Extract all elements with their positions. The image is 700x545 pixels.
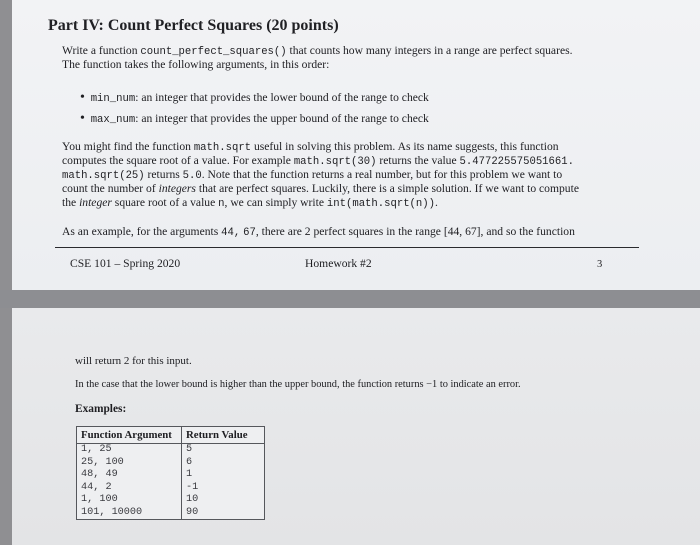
argument-cell: 1, 25 <box>77 444 182 457</box>
function-name-code: count_perfect_squares() <box>140 46 287 58</box>
sqrt-para-line-5: the integer square root of a value n, we can simply write int(math.sqrt(n)). <box>62 196 438 210</box>
example-line: As an example, for the arguments 44, 67, there are 2 perfect squares in the range [44, 67], and so the function <box>62 225 575 239</box>
section-title: Part IV: Count Perfect Squares (20 points) <box>48 17 339 34</box>
return-cell: 90 <box>182 507 265 520</box>
argument-cell: 101, 10000 <box>77 507 182 520</box>
return-cell: -1 <box>182 482 265 495</box>
argument-cell: 48, 49 <box>77 469 182 482</box>
table-row <box>77 507 265 520</box>
return-cell: 10 <box>182 494 265 507</box>
table-row <box>77 469 265 482</box>
bullet-max-num: • max_num: an integer that provides the upper bound of the range to check <box>80 111 429 126</box>
intro-line-1: Write a function count_perfect_squares() that counts how many integers in a range are perfect squares. <box>62 44 573 58</box>
table-row <box>77 457 265 470</box>
table-header-row <box>77 427 265 444</box>
return-line: will return 2 for this input. <box>75 355 192 367</box>
footer-divider <box>55 247 639 248</box>
table-row <box>77 482 265 495</box>
footer-course: CSE 101 – Spring 2020 <box>70 257 181 270</box>
sqrt-para-line-1: You might find the function math.sqrt useful in solving this problem. As its name suggests, this function <box>62 140 559 154</box>
table-row <box>77 494 265 507</box>
return-cell: 5 <box>182 444 265 457</box>
argument-cell: 44, 2 <box>77 482 182 495</box>
footer-homework: Homework #2 <box>305 257 372 270</box>
sqrt-para-line-2: computes the square root of a value. For example math.sqrt(30) returns the value 5.477225575051661. <box>62 154 574 168</box>
sqrt-para-line-3: math.sqrt(25) returns 5.0. Note that the function returns a real number, but for this problem we want to <box>62 168 563 182</box>
intro-line-2: The function takes the following arguments, in this order: <box>62 58 330 71</box>
header-function-argument: Function Argument <box>77 427 182 444</box>
bullet-min-num: • min_num: an integer that provides the lower bound of the range to check <box>80 90 429 105</box>
return-cell: 6 <box>182 457 265 470</box>
bullet-icon: • <box>80 90 85 105</box>
examples-heading: Examples: <box>75 403 127 415</box>
page-gap <box>0 290 700 308</box>
error-line: In the case that the lower bound is higher than the upper bound, the function returns −1 to indicate an error. <box>75 379 521 390</box>
sqrt-para-line-4: count the number of integers that are perfect squares. Luckily, there is a simple solution. If we want to compute <box>62 182 579 195</box>
footer-page-number: 3 <box>597 259 603 270</box>
examples-table <box>76 426 265 520</box>
bullet-icon: • <box>80 111 85 126</box>
argument-cell: 25, 100 <box>77 457 182 470</box>
header-return-value: Return Value <box>182 427 265 444</box>
argument-cell: 1, 100 <box>77 494 182 507</box>
table-row <box>77 444 265 457</box>
return-cell: 1 <box>182 469 265 482</box>
